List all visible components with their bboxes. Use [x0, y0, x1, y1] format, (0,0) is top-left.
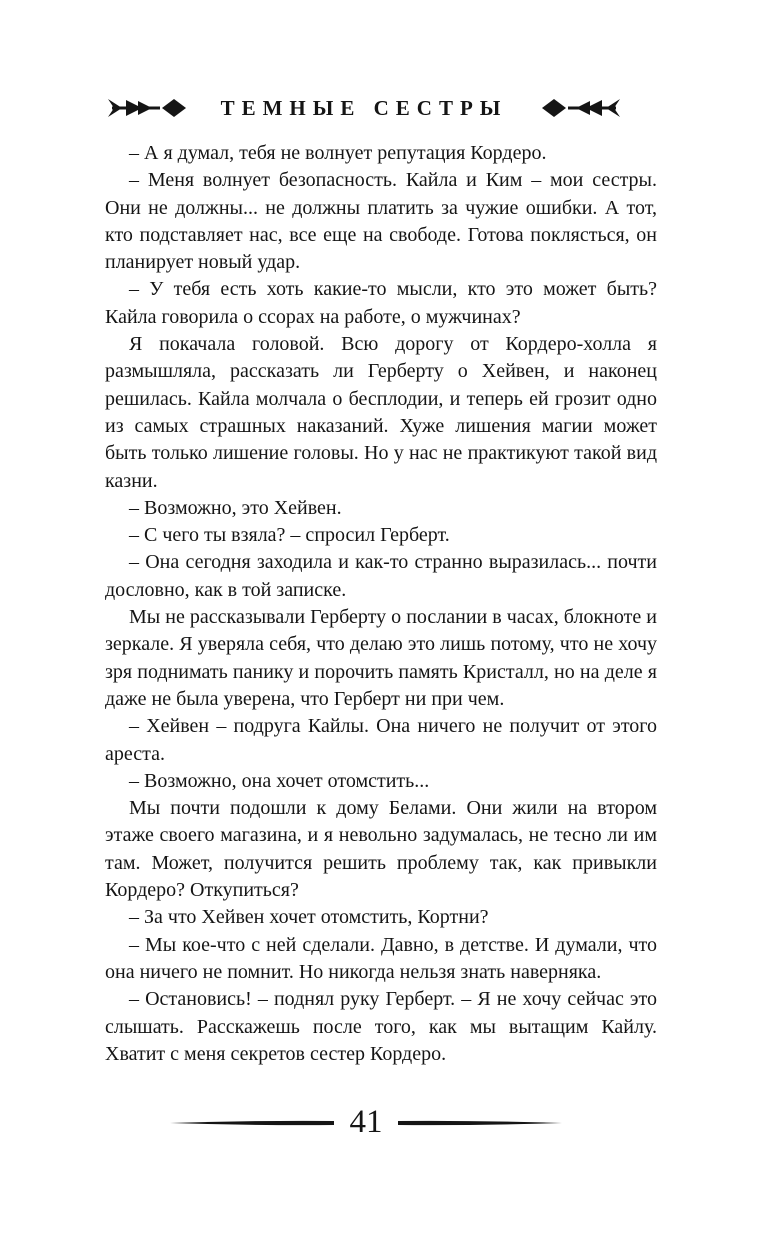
paragraph: Мы почти подошли к дому Белами. Они жили на втором этаже своего магазина, и я невольно задумалась, не тесно ли им там. Может, получится решить проблему так, как привыкли Кордеро? Откупиться?	[105, 797, 657, 902]
footer-rule-right-icon	[398, 1118, 562, 1128]
paragraph: Я покачала головой. Всю дорогу от Кордеро-холла я размышляла, рассказать ли Герберту о Хейвен, и наконец решилась. Кайла молчала о бесплодии, и теперь ей грозит одно из самых страшных наказаний. Хуже лишения магии может быть только лишение головы. Но у нас не практикуют такой вид казни.	[105, 333, 657, 492]
running-header	[108, 92, 620, 126]
paragraph: – У тебя есть хоть какие-то мысли, кто это может быть? Кайла говорила о ссорах на работе, о мужчинах?	[105, 278, 657, 328]
paragraph: – Возможно, она хочет отомстить...	[129, 769, 430, 792]
page-footer	[170, 1102, 562, 1142]
footer-rule-left-icon	[170, 1118, 334, 1128]
page-number: 41	[349, 1104, 383, 1140]
header-ornament-left-icon	[108, 97, 186, 119]
paragraph: – Мы кое-что с ней сделали. Давно, в детстве. И думали, что она ничего не помнит. Но никогда нельзя знать наверняка.	[105, 933, 657, 983]
body-text	[105, 140, 657, 1068]
paragraph: – За что Хейвен хочет отомстить, Кортни?	[129, 906, 489, 929]
paragraph: – Хейвен – подруга Кайлы. Она ничего не получит от этого ареста.	[105, 715, 657, 765]
paragraph: Мы не рассказывали Герберту о послании в часах, блокноте и зеркале. Я уверяла себя, что делаю это лишь потому, что не хочу зря поднимать панику и порочить память Кристалл, но на деле я даже не была уверена, что Герберт ни при чем.	[105, 606, 657, 710]
paragraph: – Остановись! – поднял руку Герберт. – Я не хочу сейчас это слышать. Расскажешь после того, как мы вытащим Кайлу. Хватит с меня секретов сестер Кордеро.	[105, 988, 657, 1065]
paragraph: – Возможно, это Хейвен.	[129, 496, 342, 519]
paragraph: – С чего ты взяла? – спросил Герберт.	[129, 524, 450, 547]
running-header-title: ТЕМНЫЕ СЕСТРЫ	[220, 96, 508, 120]
paragraph: – Меня волнует безопасность. Кайла и Ким – мои сестры. Они не должны... не должны платить за чужие ошибки. А тот, кто подставляет нас, все еще на свободе. Готова поклясться, он планирует новый удар.	[105, 169, 657, 274]
header-ornament-right-icon	[542, 97, 620, 119]
paragraph: – Она сегодня заходила и как-то странно выразилась... почти дословно, как в той записке.	[105, 551, 657, 601]
paragraph: – А я думал, тебя не волнует репутация Кордеро.	[129, 142, 547, 164]
